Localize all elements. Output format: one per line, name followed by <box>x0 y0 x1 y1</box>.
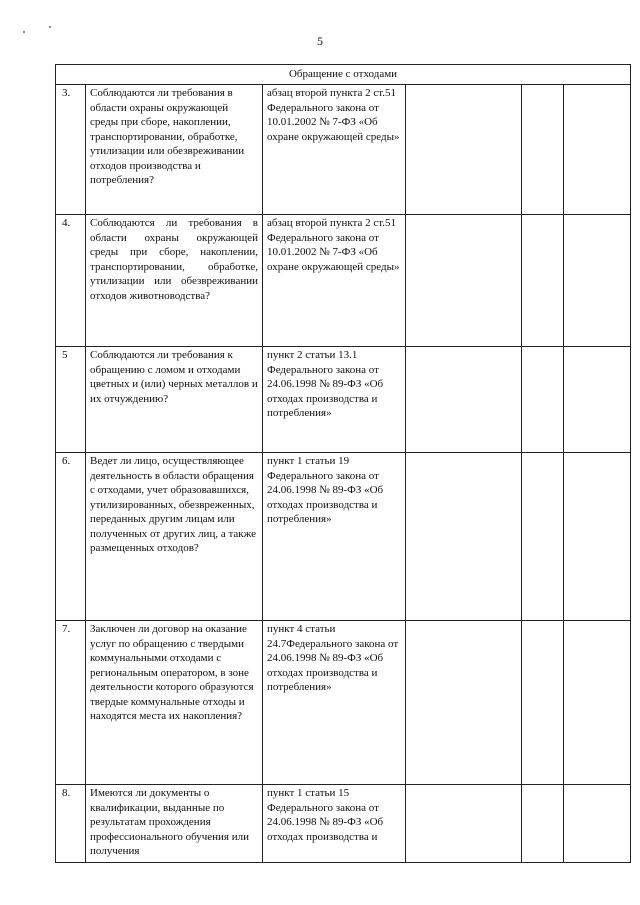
answer-cell <box>522 215 564 347</box>
scan-artifact-dot <box>49 26 51 28</box>
answer-cell <box>406 347 522 453</box>
inspection-checklist-table <box>55 64 631 863</box>
table-row <box>56 621 631 785</box>
answer-cell <box>564 621 631 785</box>
row-number: 7. <box>56 621 86 785</box>
table-row <box>56 785 631 863</box>
answer-cell <box>564 215 631 347</box>
reference-cell: пункт 4 статьи 24.7Федерального закона от 24.06.1998 № 89-ФЗ «Об отходах производства и потребления» <box>263 621 406 785</box>
row-number: 8. <box>56 785 86 863</box>
answer-cell <box>406 215 522 347</box>
table-row <box>56 347 631 453</box>
row-number: 3. <box>56 85 86 215</box>
section-header: Обращение с отходами <box>56 65 631 85</box>
answer-cell <box>522 785 564 863</box>
scan-artifact-dot <box>23 31 25 33</box>
reference-cell: абзац второй пункта 2 ст.51 Федерального закона от 10.01.2002 № 7-ФЗ «Об охране окружающей среды» <box>263 215 406 347</box>
row-number: 5 <box>56 347 86 453</box>
table-row <box>56 453 631 621</box>
question-cell: Соблюдаются ли требования в области охраны окружающей среды при сборе, накоплении, транспортировании, обработке, утилизации или обезвреживании отходов производства и потребления? <box>86 85 263 215</box>
question-cell: Соблюдаются ли требования в области охраны окружающей среды при сборе, накоплении, транспортировании, обработке, утилизации или обезвреживании отходов животноводства? <box>86 215 263 347</box>
answer-cell <box>522 621 564 785</box>
reference-cell: пункт 1 статьи 19 Федерального закона от 24.06.1998 № 89-ФЗ «Об отходах производства и потребления» <box>263 453 406 621</box>
answer-cell <box>564 85 631 215</box>
answer-cell <box>522 85 564 215</box>
answer-cell <box>564 453 631 621</box>
table-row <box>56 85 631 215</box>
reference-cell: пункт 2 статьи 13.1 Федерального закона от 24.06.1998 № 89-ФЗ «Об отходах производства и потребления» <box>263 347 406 453</box>
question-cell: Соблюдаются ли требования к обращению с ломом и отходами цветных и (или) черных металлов и их отчуждению? <box>86 347 263 453</box>
answer-cell <box>406 621 522 785</box>
question-cell: Имеются ли документы о квалификации, выданные по результатам прохождения профессионального обучения или получения <box>86 785 263 863</box>
answer-cell <box>564 785 631 863</box>
section-header-row <box>56 65 631 85</box>
reference-cell: абзац второй пункта 2 ст.51 Федерального закона от 10.01.2002 № 7-ФЗ «Об охране окружающей среды» <box>263 85 406 215</box>
answer-cell <box>522 347 564 453</box>
question-cell: Ведет ли лицо, осуществляющее деятельность в области обращения с отходами, учет образовавшихся, утилизированных, обезвреженных, переданных другим лицам или полученных от других лиц, а также размещенных отходов? <box>86 453 263 621</box>
answer-cell <box>406 85 522 215</box>
answer-cell <box>564 347 631 453</box>
question-cell: Заключен ли договор на оказание услуг по обращению с твердыми коммунальными отходами с региональным оператором, в зоне деятельности которого образуются твердые коммунальные отходы и находятся места их накопления? <box>86 621 263 785</box>
reference-cell: пункт 1 статьи 15 Федерального закона от 24.06.1998 № 89-ФЗ «Об отходах производства и <box>263 785 406 863</box>
row-number: 4. <box>56 215 86 347</box>
page-number: 5 <box>317 34 323 48</box>
answer-cell <box>522 453 564 621</box>
row-number: 6. <box>56 453 86 621</box>
table-row <box>56 215 631 347</box>
answer-cell <box>406 785 522 863</box>
answer-cell <box>406 453 522 621</box>
